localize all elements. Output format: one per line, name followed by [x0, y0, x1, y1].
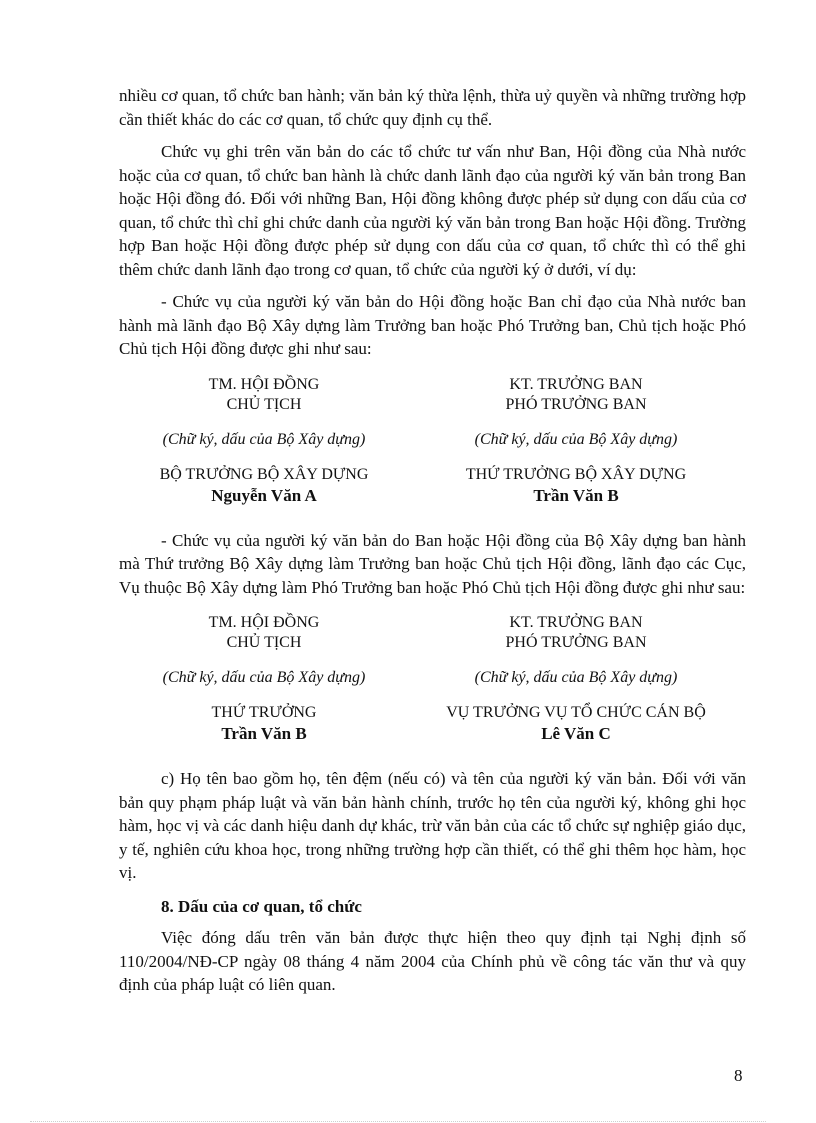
page-number: 8 — [734, 1066, 743, 1085]
paragraph-signer-name-rules: c) Họ tên bao gồm họ, tên đệm (nếu có) và tên của người ký văn bản. Đối với văn bản quy phạm pháp luật và văn bản hành chính, trước họ tên của người ký, không ghi học hàm, học vị và các danh hiệu danh dự khác, trừ văn bản của các tổ chức sự nghiệp giáo dục, y tế, nghiên cứu khoa học, trong những trường hợp cần thiết, có thể ghi thêm học hàm, học vị. — [119, 769, 746, 882]
document-page — [119, 84, 746, 997]
paragraph-advisory-bodies: Chức vụ ghi trên văn bản do các tổ chức tư vấn như Ban, Hội đồng của Nhà nước hoặc của cơ quan, tổ chức ban hành là chức danh lãnh đạo của người ký văn bản trong Ban hoặc Hội đồng đó. Đối với những Ban, Hội đồng không được phép sử dụng con dấu của cơ quan, tổ chức thì chỉ ghi chức danh của người ký văn bản trong Ban hoặc Hội đồng. Trường hợp Ban hoặc Hội đồng được phép sử dụng con dấu của cơ quan, tổ chức thì có thể ghi thêm chức danh lãnh đạo trong cơ quan, tổ chức của người ký ở dưới, ví dụ: — [119, 142, 746, 279]
signature-title: PHÓ TRƯỞNG BAN — [505, 634, 647, 651]
signature-note: (Chữ ký, dấu của Bộ Xây dựng) — [474, 430, 678, 448]
signature-authority: KT. TRƯỞNG BAN — [509, 375, 643, 393]
signature-example-2 — [119, 613, 746, 753]
signature-note: (Chữ ký, dấu của Bộ Xây dựng) — [162, 669, 366, 686]
signer-position: THỨ TRƯỞNG — [211, 704, 317, 721]
signature-example-1 — [119, 375, 746, 515]
signature-note: (Chữ ký, dấu của Bộ Xây dựng) — [474, 669, 678, 686]
signer-name: Trần Văn B — [533, 485, 619, 505]
section-heading-seal: 8. Dấu của cơ quan, tổ chức — [161, 896, 362, 916]
signature-left — [114, 613, 414, 745]
page-bottom-divider — [30, 1121, 766, 1122]
signature-note: (Chữ ký, dấu của Bộ Xây dựng) — [162, 430, 366, 448]
signature-right — [411, 375, 741, 507]
signer-name: Nguyễn Văn A — [211, 485, 317, 505]
signature-authority: TM. HỘI ĐỒNG — [208, 614, 320, 631]
signer-position: VỤ TRƯỞNG VỤ TỔ CHỨC CÁN BỘ — [446, 704, 706, 721]
signature-authority: KT. TRƯỞNG BAN — [509, 614, 643, 631]
signature-right — [411, 613, 741, 745]
signature-title: CHỦ TỊCH — [226, 395, 302, 413]
paragraph-seal-rules: Việc đóng dấu trên văn bản được thực hiện theo quy định tại Nghị định số 110/2004/NĐ-CP ngày 08 tháng 4 năm 2004 của Chính phủ về công tác văn thư và quy định của pháp luật có liên quan. — [119, 928, 746, 994]
signature-left — [114, 375, 414, 507]
signature-authority: TM. HỘI ĐỒNG — [208, 375, 320, 393]
signer-name: Lê Văn C — [541, 724, 611, 743]
signer-name: Trần Văn B — [221, 724, 307, 743]
signature-title: PHÓ TRƯỞNG BAN — [505, 395, 647, 413]
paragraph-example2-intro: - Chức vụ của người ký văn bản do Ban hoặc Hội đồng của Bộ Xây dựng ban hành mà Thứ trưởng Bộ Xây dựng làm Trưởng ban hoặc Chủ tịch Hội đồng, lãnh đạo các Cục, Vụ thuộc Bộ Xây dựng làm Phó Trưởng ban hoặc Phó Chủ tịch Hội đồng được ghi như sau: — [119, 530, 746, 597]
paragraph-example1-intro: - Chức vụ của người ký văn bản do Hội đồng hoặc Ban chỉ đạo của Nhà nước ban hành mà lãnh đạo Bộ Xây dựng làm Trưởng ban hoặc Phó Trưởng ban, Chủ tịch hoặc Phó Chủ tịch Hội đồng được ghi như sau: — [119, 292, 746, 358]
signature-title: CHỦ TỊCH — [226, 634, 302, 651]
signer-position: THỨ TRƯỞNG BỘ XÂY DỰNG — [465, 465, 687, 483]
paragraph-continuation: nhiều cơ quan, tổ chức ban hành; văn bản ký thừa lệnh, thừa uỷ quyền và những trường hợp cần thiết khác do các cơ quan, tổ chức quy định cụ thể. — [119, 86, 746, 129]
signer-position: BỘ TRƯỞNG BỘ XÂY DỰNG — [159, 465, 369, 483]
